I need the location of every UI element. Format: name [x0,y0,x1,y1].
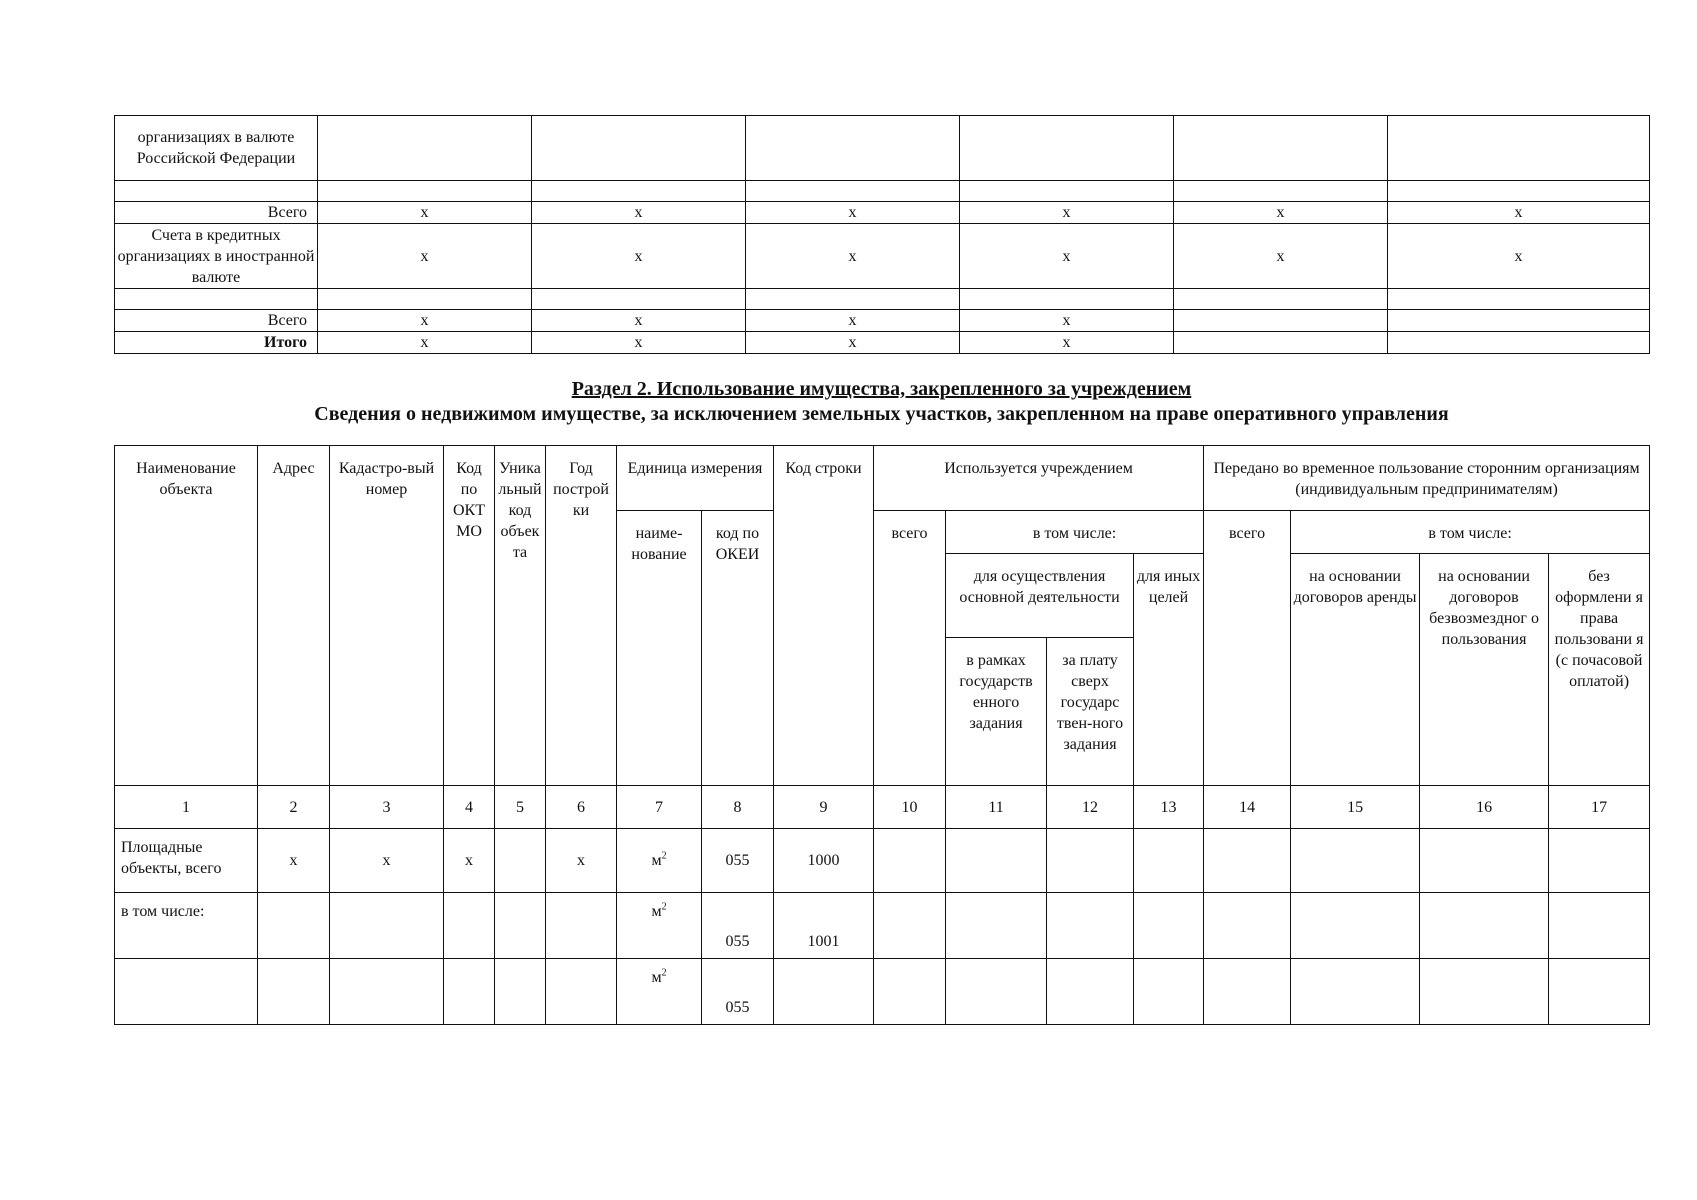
cell-x: x [258,829,330,893]
unit-cell [617,959,702,1025]
col-number: 9 [774,786,874,829]
unit-cell [617,893,702,959]
table-row [115,332,1650,354]
okei-cell: 055 [702,959,774,1025]
col-number: 15 [1291,786,1420,829]
col-number: 12 [1047,786,1134,829]
cell-x: x [532,310,746,332]
col-header-lease: на основании договоров аренды [1291,554,1420,786]
col-header-transferred: Передано во временное пользование сторонним организациям (индивидуальным предпринимателям) [1204,446,1650,511]
okei-cell: 055 [702,829,774,893]
col-number: 10 [874,786,946,829]
table-row [115,959,1650,1025]
col-number: 8 [702,786,774,829]
section-title: Раздел 2. Использование имущества, закрепленного за учреждением [571,378,1192,400]
col-header-transferred-total: всего [1204,511,1291,786]
table-row [115,289,1650,310]
cell-x: x [318,224,532,289]
unit-superscript: 2 [661,967,667,979]
header-row [115,446,1650,511]
table-row [115,224,1650,289]
cell-x: x [330,829,444,893]
accounts-table [114,115,1650,354]
col-header-oktmo: Код по ОКТ МО [444,446,495,786]
section-subtitle: Сведения о недвижимом имуществе, за исключением земельных участков, закрепленном на праве оперативного управления [314,403,1449,425]
row-label-grand-total: Итого [115,332,318,354]
col-number: 3 [330,786,444,829]
cell-x: x [318,332,532,354]
cell-x: x [746,310,960,332]
cell-x: x [532,332,746,354]
column-number-row [115,786,1650,829]
cell-x: x [318,310,532,332]
cell-x: x [532,224,746,289]
table-row [115,181,1650,202]
col-header-unique-code: Уника льный код объек та [495,446,546,786]
cell-x: x [746,202,960,224]
cell-x: x [746,332,960,354]
cell-x: x [532,202,746,224]
row-label-foreign-accounts: Счета в кредитных организациях в иностранной валюте [115,224,318,289]
cell-x: x [960,224,1174,289]
col-number: 16 [1420,786,1549,829]
col-header-main-activity: для осуществления основной деятельности [946,554,1134,638]
col-header-used-total: всего [874,511,946,786]
col-header-address: Адрес [258,446,330,786]
col-number: 6 [546,786,617,829]
unit-superscript: 2 [661,901,667,913]
row-label-total: Всего [115,310,318,332]
col-header-row-code: Код строки [774,446,874,786]
col-number: 17 [1549,786,1650,829]
col-header-okei: код по ОКЕИ [702,511,774,786]
table-row [115,893,1650,959]
unit-label: м [651,903,662,920]
col-header-year-built: Год построй ки [546,446,617,786]
table-row [115,116,1650,181]
col-header-cadastral: Кадастро-вый номер [330,446,444,786]
cell-x: x [1388,202,1650,224]
unit-label: м [651,852,662,869]
col-header-no-formalization: без оформлени я права пользовани я (с почасовой оплатой) [1549,554,1650,786]
col-header-name: Наименование объекта [115,446,258,786]
col-header-free-use: на основании договоров безвозмездног о пользования [1420,554,1549,786]
table-row [115,829,1650,893]
col-number: 13 [1134,786,1204,829]
col-header-other-purposes: для иных целей [1134,554,1204,786]
col-number: 5 [495,786,546,829]
row-label-rub-accounts: организациях в валюте Российской Федерации [115,116,318,181]
table-row [115,202,1650,224]
cell-x: x [1388,224,1650,289]
col-number: 4 [444,786,495,829]
cell-x: x [960,202,1174,224]
col-header-transferred-including: в том числе: [1291,511,1650,554]
cell-x: x [546,829,617,893]
cell-x: x [1174,224,1388,289]
cell-x: x [318,202,532,224]
col-number: 7 [617,786,702,829]
row-label-total: Всего [115,202,318,224]
cell-x: x [1174,202,1388,224]
unit-cell [617,829,702,893]
cell-x: x [960,332,1174,354]
col-number: 2 [258,786,330,829]
col-number: 14 [1204,786,1291,829]
col-header-state-task: в рамках государств енного задания [946,638,1047,786]
cell-x: x [960,310,1174,332]
row-name: Площадные объекты, всего [115,829,258,893]
okei-cell: 055 [702,893,774,959]
col-header-paid-over-task: за плату сверх государс твен-ного задания [1047,638,1134,786]
table-row [115,310,1650,332]
property-table [114,445,1650,1025]
col-header-unit: Единица измерения [617,446,774,511]
cell-x: x [444,829,495,893]
col-header-unit-name: наиме-нование [617,511,702,786]
row-code-cell: 1001 [774,893,874,959]
unit-superscript: 2 [661,850,667,862]
col-header-used: Используется учреждением [874,446,1204,511]
col-number: 1 [115,786,258,829]
cell-x: x [746,224,960,289]
row-code-cell: 1000 [774,829,874,893]
col-header-used-including: в том числе: [946,511,1204,554]
col-number: 11 [946,786,1047,829]
row-name: в том числе: [115,893,258,959]
unit-label: м [651,969,662,986]
